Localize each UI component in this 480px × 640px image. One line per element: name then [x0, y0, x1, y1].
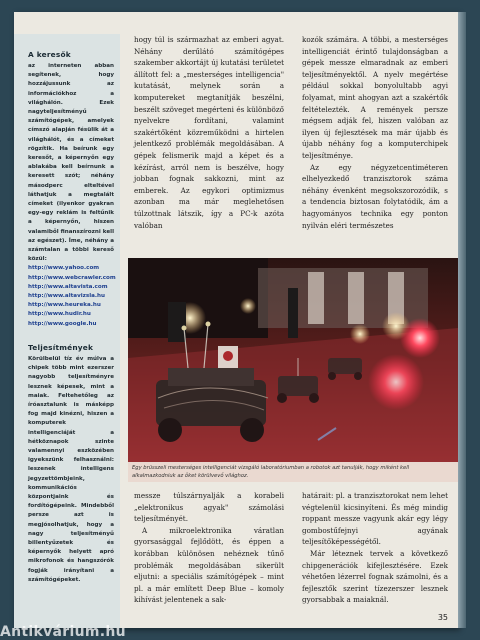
sidebar-section-performance [28, 343, 114, 585]
book-edge [458, 12, 466, 628]
robot-lab-illustration [128, 258, 458, 482]
article-paragraph: határait: pl. a tranzisztorokat nem lehet végtelenül kicsinyíteni. És még mindig roppant messze vagyunk akár egy légy gombostűfejnyi agyának teljesítőképességétől. [302, 491, 448, 547]
sidebar-box [14, 34, 120, 628]
link-heureka[interactable]: http://www.heureka.hu [28, 302, 101, 309]
article-paragraph: A mikroelektronika váratlan gyorsasággal fejlődött, és éppen a korábban különösen nehéznek tűnő problémák megoldásában sikerült eljutni: a speciális számítógépek – mint pl. a már említett Deep Blue – komoly kihívást jelentenek a sak- [134, 525, 284, 605]
link-hudir[interactable]: http://www.hudir.hu [28, 311, 91, 318]
sidebar-heading-performance: Teljesítmények [28, 342, 94, 352]
sidebar-text-search-engines: az interneten abban segítenek, hogy hozzájussunk az információkhoz a világhálón. Ezek nagyteljesítményű számítógépek, amelyek címszó alapján fésülik át a világhálót, és a címeket rögzítik. Ha beírunk egy keresőt, a képernyőn egy ablakába kell beírnunk a keresett szót; néhány másodperc elteltével láthatjuk a megtalált címeket (ilyenkor gyakran egy-egy reklám is feltűnik a képernyőn, hiszen valamiből finanszírozni kell az egészet). Íme, néhány a számtalan a többi kereső közül: [28, 63, 114, 263]
article-paragraph: Már léteznek tervek a következő chipgenerációk kifejlesztésére. Ezek véhetően lézerrel fognak számolni, és a fejlesztők szerint tízezerszer lesznek gyorsabbak a maiaknál. [302, 548, 448, 605]
magazine-page [14, 12, 458, 628]
link-google[interactable]: http://www.google.hu [28, 320, 97, 327]
link-altavizsla[interactable]: http://www.altavizsla.hu [28, 293, 105, 300]
sidebar-heading-search-engines: A keresők [28, 50, 71, 59]
article-column-1 [134, 34, 284, 231]
article-paragraph: hogy túl is származhat az emberi agyat. Néhány derűlátó számítógépes szakember akkortájt új kutatási területet állított fel: a „mesterséges intelligencia" kutatását, melynek során a komputereket megtanítják beszélni, beszélt szöveget megérteni és különböző nyelvekre fordítani, valamint szakértőként közreműködni a hirtelen jelentkező problémák megoldásában. A gépek felismerik majd a képet és a kézírást, arról nem is beszélve, hogy jobban fognak sakkozni, mint az emberek. Az egykori optimizmus azonban ma már meglehetősen túlzottnak látszik, így a PC-k azóta valóban [134, 35, 284, 230]
search-engine-link-list [28, 264, 114, 328]
article-column-4 [302, 490, 448, 606]
sidebar-section-search-engines [28, 50, 114, 329]
article-paragraph: Az egy négyzetcentiméteren elhelyezkedő tranzisztorok száma néhány évenként megsokszorozódik, s a tendencia biztosan folytatódik, ám a hagyományos technika egy ponton nyilván eléri természetes [302, 162, 448, 230]
link-yahoo[interactable]: http://www.yahoo.com [28, 265, 100, 272]
page-number: 35 [437, 613, 448, 622]
article-column-2 [302, 34, 448, 231]
article-paragraph: kozók számára. A többi, a mesterséges intelligenciát érintő tulajdonságban a gépek messze elmaradnak az emberi teljesítményektől. A nyelv megértése például sokkal bonyolultabb agyi folyamat, mint ahogyan azt a szakértők feltételezték. A remények persze mégsem adják fel, hiszen valóban az ilyen új fejlesztések ma már újabb és újabb néhány fog a komputerchipek teljesítménye. [302, 35, 448, 160]
link-altavista[interactable]: http://www.altavista.com [28, 283, 108, 290]
article-paragraph: messze túlszárnyalják a korabeli „elektronikus agyak" számolási teljesítményét. [134, 491, 284, 524]
robot-lab-photo [128, 258, 458, 482]
article-column-3 [134, 490, 284, 606]
watermark-text: Antikvárium.hu [0, 624, 126, 640]
sidebar-text-performance: Körülbelül tíz év múlva a chipek több mint ezerszer nagyobb teljesítményre lesznek képesek, mint a maiak. Feltehetőleg az íróasztalunk is másképp fog majd kinézni, hiszen a komputerek intelligenciáját a hétköznapok szinte valamennyi eszközében igyekszünk felhasználni: leszenek intelligens jegyzettömbjeink, kommunikációs központjaink és fordítógépeink. Mindebből persze azt is megjósolhatjuk, hogy a nagy teljesítményű billentyűzetek és képernyők helyett apró mikrofonok és hangszórók fogják irányítani a számítógépeket. [28, 355, 114, 583]
photo-caption: Egy brüsszeli mesterséges intelligenciát vizsgáló laboratóriumban a robotok azt tanulják, hogy miként kell alkalmazkodniuk az őket körülvevő világhoz. [128, 462, 458, 482]
link-webcrawler[interactable]: http://www.webcrawler.com [28, 274, 116, 281]
